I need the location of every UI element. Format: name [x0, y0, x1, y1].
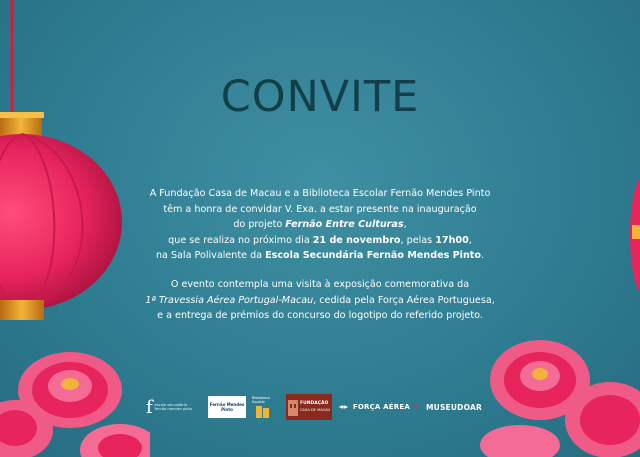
biblioteca-logo-text: Biblioteca Escolar [252, 395, 270, 404]
details-line-1: O evento contempla uma visita à exposição comemorativa da [170, 278, 470, 290]
fundacao-logo-line1: FUNDAÇÃO [300, 401, 329, 406]
school-logo-text: escola secundária fernão mendes pinto [154, 402, 193, 411]
event-time: 17h00 [435, 234, 469, 246]
fmp-logo-text: Fernão Mendes Pinto [209, 402, 245, 412]
flowers-left-decoration [0, 330, 150, 457]
fundacao-logo-line2: CASA DE MACAU [300, 408, 331, 412]
lantern-edge-decoration [622, 165, 640, 305]
portugal-cross-icon: ✚ [412, 403, 418, 411]
museu-logo-text: MUSEUDOAR [426, 402, 482, 412]
invitation-line-4: que se realiza no próximo dia 21 de novembro, pelas 17h00, [168, 234, 472, 246]
fundacao-logo [286, 394, 332, 420]
school-logo [146, 390, 204, 424]
biblioteca-logo [252, 390, 274, 424]
project-name: Fernão Entre Culturas [285, 219, 404, 231]
invitation-line-3: do projeto Fernão Entre Culturas, [233, 219, 407, 231]
forca-aerea-logo-text: FORÇA AÉREA [352, 403, 410, 411]
museu-logo [426, 390, 500, 424]
details-line-2: 1ª Travessia Aérea Portugal-Macau, cedida pela Força Aérea Portuguesa, [145, 294, 495, 306]
wings-icon [338, 402, 349, 412]
biblioteca-icon [255, 405, 271, 419]
event-date: 21 de novembro [312, 234, 401, 246]
school-f-icon: f [146, 396, 153, 418]
fmp-logo [208, 396, 246, 418]
forca-aerea-logo [338, 390, 418, 424]
venue-school: Escola Secundária Fernão Mendes Pinto [265, 250, 481, 262]
partner-logos [140, 390, 500, 424]
exhibition-name: 1ª Travessia Aérea Portugal-Macau [145, 294, 314, 306]
invitation-line-2: têm a honra de convidar V. Exa. a estar presente na inauguração [163, 203, 477, 215]
invitation-line-1: A Fundação Casa de Macau e a Biblioteca Escolar Fernão Mendes Pinto [149, 188, 491, 199]
invitation-title: CONVITE [220, 72, 420, 122]
fundacao-building-icon [286, 396, 300, 418]
invitation-body [100, 186, 540, 324]
details-line-3: e a entrega de prémios do concurso do logotipo do referido projeto. [157, 310, 483, 322]
invitation-line-5: na Sala Polivalente da Escola Secundária Fernão Mendes Pinto. [155, 250, 485, 262]
flowers-right-decoration [480, 320, 640, 457]
